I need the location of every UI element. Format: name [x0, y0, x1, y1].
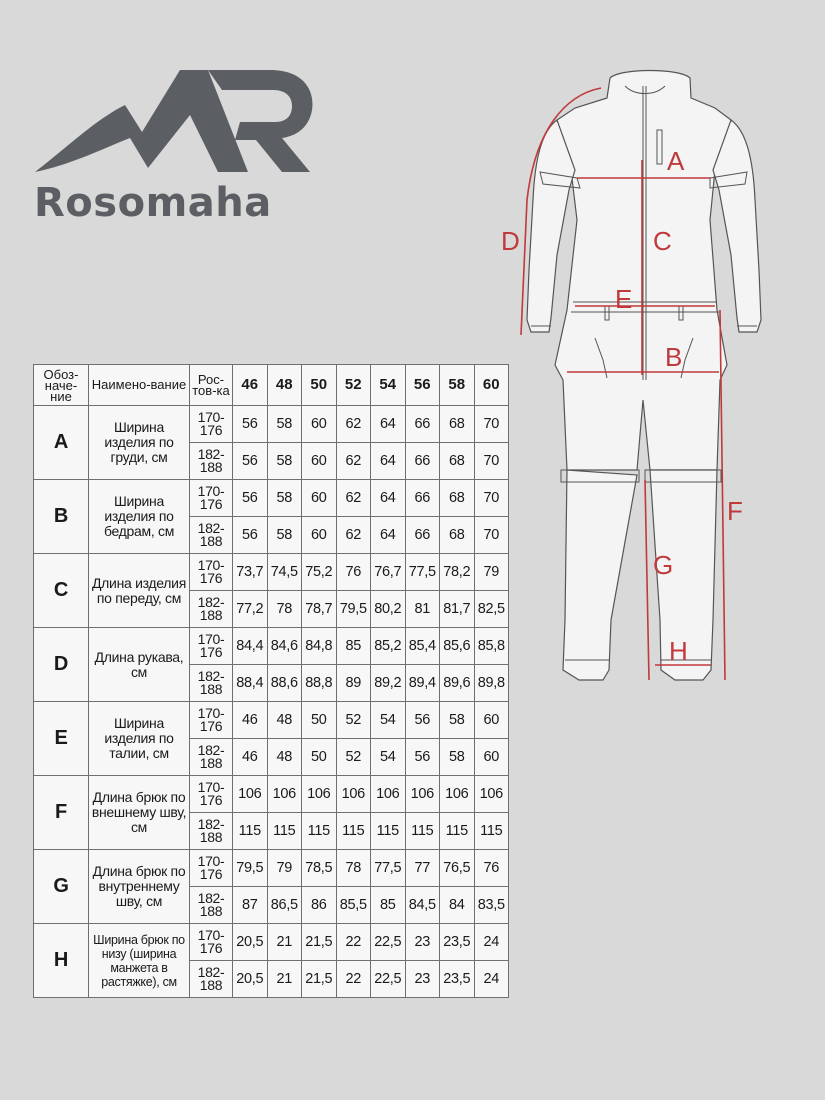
- height-range: 170-176: [190, 480, 233, 517]
- size-value: 46: [233, 702, 268, 739]
- measurement-name: Длина брюк по внешнему шву, см: [89, 776, 190, 850]
- size-value: 48: [267, 702, 302, 739]
- measurement-code: E: [34, 702, 89, 776]
- table-row: [34, 776, 509, 813]
- header-code: Обоз-наче-ние: [34, 365, 89, 406]
- height-range: 170-176: [190, 924, 233, 961]
- table-header-row: [34, 365, 509, 406]
- size-value: 115: [302, 813, 337, 850]
- size-value: 85,5: [336, 887, 371, 924]
- header-size: 54: [371, 365, 406, 406]
- size-value: 77,5: [405, 554, 440, 591]
- measurement-code: D: [34, 628, 89, 702]
- measurement-name: Ширина брюк по низу (ширина манжета в растяжке), см: [89, 924, 190, 998]
- size-value: 56: [233, 517, 268, 554]
- size-value: 87: [233, 887, 268, 924]
- size-value: 21: [267, 961, 302, 998]
- size-value: 66: [405, 443, 440, 480]
- header-size: 50: [302, 365, 337, 406]
- size-value: 115: [440, 813, 475, 850]
- size-value: 64: [371, 443, 406, 480]
- label-d: D: [501, 226, 520, 256]
- size-value: 106: [302, 776, 337, 813]
- table-row: [34, 702, 509, 739]
- size-value: 86: [302, 887, 337, 924]
- size-value: 58: [267, 480, 302, 517]
- size-value: 115: [474, 813, 509, 850]
- size-value: 106: [267, 776, 302, 813]
- size-value: 50: [302, 702, 337, 739]
- size-value: 75,2: [302, 554, 337, 591]
- size-value: 54: [371, 739, 406, 776]
- size-value: 89,4: [405, 665, 440, 702]
- label-a: A: [667, 146, 685, 176]
- size-value: 89,8: [474, 665, 509, 702]
- size-value: 60: [302, 443, 337, 480]
- label-g: G: [653, 550, 674, 580]
- size-value: 56: [233, 480, 268, 517]
- table-row: [34, 850, 509, 887]
- size-value: 20,5: [233, 961, 268, 998]
- height-range: 170-176: [190, 776, 233, 813]
- height-range: 182-188: [190, 813, 233, 850]
- height-range: 182-188: [190, 591, 233, 628]
- size-value: 64: [371, 517, 406, 554]
- size-value: 22,5: [371, 924, 406, 961]
- header-size: 46: [233, 365, 268, 406]
- size-value: 22,5: [371, 961, 406, 998]
- size-value: 115: [267, 813, 302, 850]
- size-value: 77,2: [233, 591, 268, 628]
- size-value: 70: [474, 406, 509, 443]
- size-value: 60: [302, 480, 337, 517]
- size-value: 89,6: [440, 665, 475, 702]
- size-value: 23,5: [440, 924, 475, 961]
- size-value: 60: [302, 517, 337, 554]
- size-value: 62: [336, 480, 371, 517]
- measurement-name: Длина изделия по переду, см: [89, 554, 190, 628]
- size-value: 70: [474, 517, 509, 554]
- size-value: 23,5: [440, 961, 475, 998]
- height-range: 170-176: [190, 628, 233, 665]
- size-value: 79: [267, 850, 302, 887]
- height-range: 182-188: [190, 665, 233, 702]
- size-value: 106: [474, 776, 509, 813]
- size-value: 73,7: [233, 554, 268, 591]
- size-value: 56: [233, 406, 268, 443]
- size-value: 76,5: [440, 850, 475, 887]
- measurement-name: Ширина изделия по талии, см: [89, 702, 190, 776]
- height-range: 182-188: [190, 961, 233, 998]
- size-value: 52: [336, 702, 371, 739]
- size-value: 62: [336, 517, 371, 554]
- size-value: 115: [233, 813, 268, 850]
- size-value: 60: [302, 406, 337, 443]
- size-value: 58: [440, 702, 475, 739]
- size-value: 68: [440, 406, 475, 443]
- table-body: [34, 406, 509, 998]
- table-row: [34, 406, 509, 443]
- mountain-logo-icon: [30, 60, 310, 180]
- size-value: 84,6: [267, 628, 302, 665]
- size-value: 76: [336, 554, 371, 591]
- measurement-code: H: [34, 924, 89, 998]
- measurement-code: A: [34, 406, 89, 480]
- table-row: [34, 480, 509, 517]
- height-range: 170-176: [190, 406, 233, 443]
- size-value: 106: [336, 776, 371, 813]
- height-range: 170-176: [190, 554, 233, 591]
- size-value: 81: [405, 591, 440, 628]
- measurement-name: Длина брюк по внутреннему шву, см: [89, 850, 190, 924]
- size-value: 21,5: [302, 961, 337, 998]
- size-value: 21,5: [302, 924, 337, 961]
- height-range: 170-176: [190, 850, 233, 887]
- height-range: 170-176: [190, 702, 233, 739]
- header-height: Рос-тов-ка: [190, 365, 233, 406]
- size-value: 58: [267, 517, 302, 554]
- table-row: [34, 924, 509, 961]
- size-value: 115: [336, 813, 371, 850]
- label-c: C: [653, 226, 672, 256]
- size-value: 115: [405, 813, 440, 850]
- size-value: 106: [405, 776, 440, 813]
- size-value: 66: [405, 406, 440, 443]
- size-value: 74,5: [267, 554, 302, 591]
- measurement-code: B: [34, 480, 89, 554]
- header-size: 60: [474, 365, 509, 406]
- table-row: [34, 554, 509, 591]
- size-value: 85,8: [474, 628, 509, 665]
- size-value: 68: [440, 480, 475, 517]
- measurement-code: C: [34, 554, 89, 628]
- size-value: 23: [405, 961, 440, 998]
- size-value: 79: [474, 554, 509, 591]
- height-range: 182-188: [190, 517, 233, 554]
- size-value: 24: [474, 924, 509, 961]
- size-value: 24: [474, 961, 509, 998]
- size-value: 60: [474, 739, 509, 776]
- measurement-code: F: [34, 776, 89, 850]
- size-value: 66: [405, 480, 440, 517]
- measurement-name: Длина рукава, см: [89, 628, 190, 702]
- size-value: 106: [440, 776, 475, 813]
- size-value: 64: [371, 406, 406, 443]
- size-value: 46: [233, 739, 268, 776]
- size-value: 62: [336, 406, 371, 443]
- label-f: F: [727, 496, 743, 526]
- size-value: 78: [267, 591, 302, 628]
- size-value: 21: [267, 924, 302, 961]
- size-value: 48: [267, 739, 302, 776]
- size-value: 50: [302, 739, 337, 776]
- size-value: 88,8: [302, 665, 337, 702]
- size-value: 70: [474, 480, 509, 517]
- size-value: 58: [440, 739, 475, 776]
- size-value: 68: [440, 443, 475, 480]
- size-value: 85: [336, 628, 371, 665]
- size-value: 58: [267, 406, 302, 443]
- jumpsuit-illustration: [501, 60, 825, 700]
- size-value: 79,5: [233, 850, 268, 887]
- size-value: 56: [233, 443, 268, 480]
- jumpsuit-diagram: [501, 60, 825, 700]
- size-value: 56: [405, 702, 440, 739]
- header-name: Наимено-вание: [89, 365, 190, 406]
- header-size: 52: [336, 365, 371, 406]
- size-value: 83,5: [474, 887, 509, 924]
- size-value: 84: [440, 887, 475, 924]
- size-value: 70: [474, 443, 509, 480]
- size-value: 66: [405, 517, 440, 554]
- measurement-name: Ширина изделия по груди, см: [89, 406, 190, 480]
- height-range: 182-188: [190, 739, 233, 776]
- size-value: 77: [405, 850, 440, 887]
- measurement-name: Ширина изделия по бедрам, см: [89, 480, 190, 554]
- size-value: 78: [336, 850, 371, 887]
- size-value: 89,2: [371, 665, 406, 702]
- size-value: 88,4: [233, 665, 268, 702]
- size-value: 84,5: [405, 887, 440, 924]
- height-range: 182-188: [190, 443, 233, 480]
- size-value: 85,4: [405, 628, 440, 665]
- size-value: 85,2: [371, 628, 406, 665]
- size-value: 62: [336, 443, 371, 480]
- size-value: 20,5: [233, 924, 268, 961]
- size-value: 86,5: [267, 887, 302, 924]
- size-value: 89: [336, 665, 371, 702]
- size-value: 88,6: [267, 665, 302, 702]
- brand-name: Rosomaha: [34, 180, 272, 226]
- header-size: 56: [405, 365, 440, 406]
- size-value: 76,7: [371, 554, 406, 591]
- size-value: 78,2: [440, 554, 475, 591]
- size-value: 77,5: [371, 850, 406, 887]
- size-value: 76: [474, 850, 509, 887]
- size-value: 80,2: [371, 591, 406, 628]
- size-value: 106: [233, 776, 268, 813]
- label-e: E: [615, 284, 633, 314]
- size-value: 84,8: [302, 628, 337, 665]
- table-row: [34, 628, 509, 665]
- measurement-code: G: [34, 850, 89, 924]
- size-chart-table: [33, 364, 509, 998]
- size-value: 58: [267, 443, 302, 480]
- size-value: 52: [336, 739, 371, 776]
- size-value: 106: [371, 776, 406, 813]
- size-value: 78,5: [302, 850, 337, 887]
- size-value: 85,6: [440, 628, 475, 665]
- header-size: 58: [440, 365, 475, 406]
- size-value: 22: [336, 924, 371, 961]
- size-value: 64: [371, 480, 406, 517]
- size-value: 56: [405, 739, 440, 776]
- header-size: 48: [267, 365, 302, 406]
- label-h: H: [669, 636, 688, 666]
- size-value: 60: [474, 702, 509, 739]
- size-value: 68: [440, 517, 475, 554]
- size-value: 85: [371, 887, 406, 924]
- size-value: 81,7: [440, 591, 475, 628]
- size-value: 22: [336, 961, 371, 998]
- size-value: 23: [405, 924, 440, 961]
- label-b: B: [665, 342, 683, 372]
- size-value: 84,4: [233, 628, 268, 665]
- size-value: 115: [371, 813, 406, 850]
- size-value: 78,7: [302, 591, 337, 628]
- size-value: 54: [371, 702, 406, 739]
- height-range: 182-188: [190, 887, 233, 924]
- size-value: 82,5: [474, 591, 509, 628]
- size-value: 79,5: [336, 591, 371, 628]
